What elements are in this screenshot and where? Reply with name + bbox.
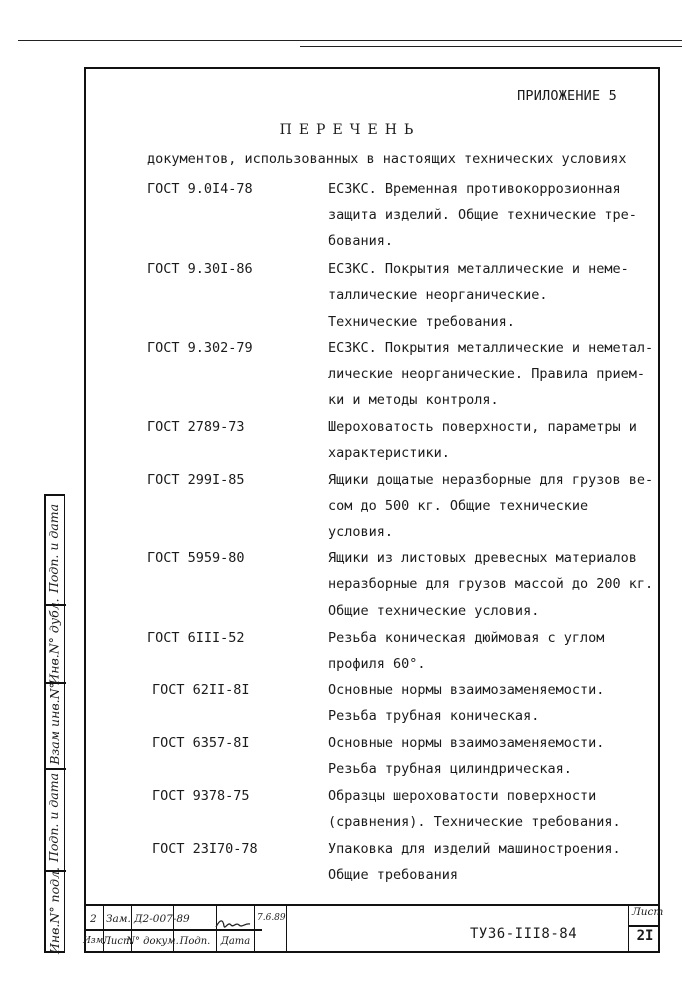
header-sheet: Лист [102, 935, 133, 947]
entry-text: Упаковка для изделий машиностроения. [328, 841, 621, 857]
title-block-vline [254, 904, 255, 953]
title-block-mid-line-right [628, 925, 660, 927]
entry-text: ки и методы контроля. [328, 392, 499, 408]
entry-text: защита изделий. Общие технические тре- [328, 207, 637, 223]
title-block-vline [286, 904, 287, 953]
side-column-line [64, 494, 85, 953]
title-block-vline [628, 904, 629, 953]
change-date: 7.6.89 [257, 913, 286, 923]
title-block-top-line [84, 904, 660, 906]
entry-text: сом до 500 кг. Общие технические [328, 498, 589, 514]
entry-code: ГОСТ 23I70-78 [152, 841, 258, 857]
page-subtitle: документов, использованных в настоящих технических условиях [147, 151, 627, 167]
entry-text: Ящики дощатые неразборные для грузов ве- [328, 472, 654, 488]
change-document-number: Д2-007-89 [134, 913, 190, 925]
entry-code: ГОСТ 9.302-79 [147, 340, 253, 356]
entry-code: ГОСТ 9378-75 [152, 788, 250, 804]
sheet-number: 2I [636, 928, 654, 944]
entry-code: ГОСТ 62II-8I [152, 682, 250, 698]
sheet-label: Лист [632, 906, 664, 918]
entry-text: (сравнения). Технические требования. [328, 814, 621, 830]
side-cell-signature-date-2: Подп. и дата [46, 503, 62, 593]
entry-text: Ящики из листовых древесных материалов [328, 550, 637, 566]
entry-text: условия. [328, 524, 394, 540]
entry-text: неразборные для грузов массой до 200 кг. [328, 576, 654, 592]
header-date: Дата [220, 935, 251, 947]
entry-text: таллические неорганические. [328, 287, 548, 303]
entry-text: Общие требования [328, 867, 459, 883]
side-cell-signature-date: Подп. и дата [46, 772, 62, 862]
entry-text: профиля 60°. [328, 656, 426, 672]
entry-text: Общие технические условия. [328, 603, 540, 619]
entry-code: ГОСТ 9.0I4-78 [147, 181, 253, 197]
entry-text: Основные нормы взаимозаменяемости. [328, 735, 605, 751]
entry-code: ГОСТ 9.30I-86 [147, 261, 253, 277]
entry-text: характеристики. [328, 445, 450, 461]
entry-text: ЕСЗКС. Покрытия металлические и неметал- [328, 340, 654, 356]
entry-text: лические неорганические. Правила прием- [328, 366, 645, 382]
entry-text: бования. [328, 233, 394, 249]
entry-text: Образцы шероховатости поверхности [328, 788, 597, 804]
entry-text: ЕСЗКС. Временная противокоррозионная [328, 181, 621, 197]
entry-code: ГОСТ 2789-73 [147, 419, 245, 435]
entry-text: Резьба трубная цилиндрическая. [328, 761, 572, 777]
top-rule-thin [300, 46, 682, 47]
entry-text: Резьба трубная коническая. [328, 708, 540, 724]
header-signature: Подп. [179, 935, 211, 947]
entry-code: ГОСТ 6357-8I [152, 735, 250, 751]
change-number: 2 [90, 913, 97, 925]
header-change: Изм. [82, 936, 107, 946]
entry-text: Шероховатость поверхности, параметры и [328, 419, 637, 435]
side-cell-duplicate-inventory: Инв.N° дубл. [46, 597, 62, 685]
entry-text: Технические требования. [328, 314, 515, 330]
entry-code: ГОСТ 6III-52 [147, 630, 245, 646]
entry-text: ЕСЗКС. Покрытия металлические и неме- [328, 261, 629, 277]
entry-code: ГОСТ 5959-80 [147, 550, 245, 566]
document-code: ТУ36-III8-84 [470, 926, 578, 942]
entry-code: ГОСТ 299I-85 [147, 472, 245, 488]
page-title: ПЕРЕЧЕНЬ [279, 122, 421, 138]
change-sheet: Зам. [106, 913, 131, 925]
side-cell-original-inventory: Инв.N° подл. [46, 867, 62, 954]
entry-text: Основные нормы взаимозаменяемости. [328, 682, 605, 698]
signature-scribble [214, 917, 252, 931]
side-cell-replacement-inventory: Взам инв.N° [46, 681, 62, 765]
top-rule [18, 40, 682, 41]
header-document-number: N° докум. [126, 935, 179, 947]
appendix-label: ПРИЛОЖЕНИЕ 5 [517, 88, 617, 104]
entry-text: Резьба коническая дюймовая с углом [328, 630, 605, 646]
